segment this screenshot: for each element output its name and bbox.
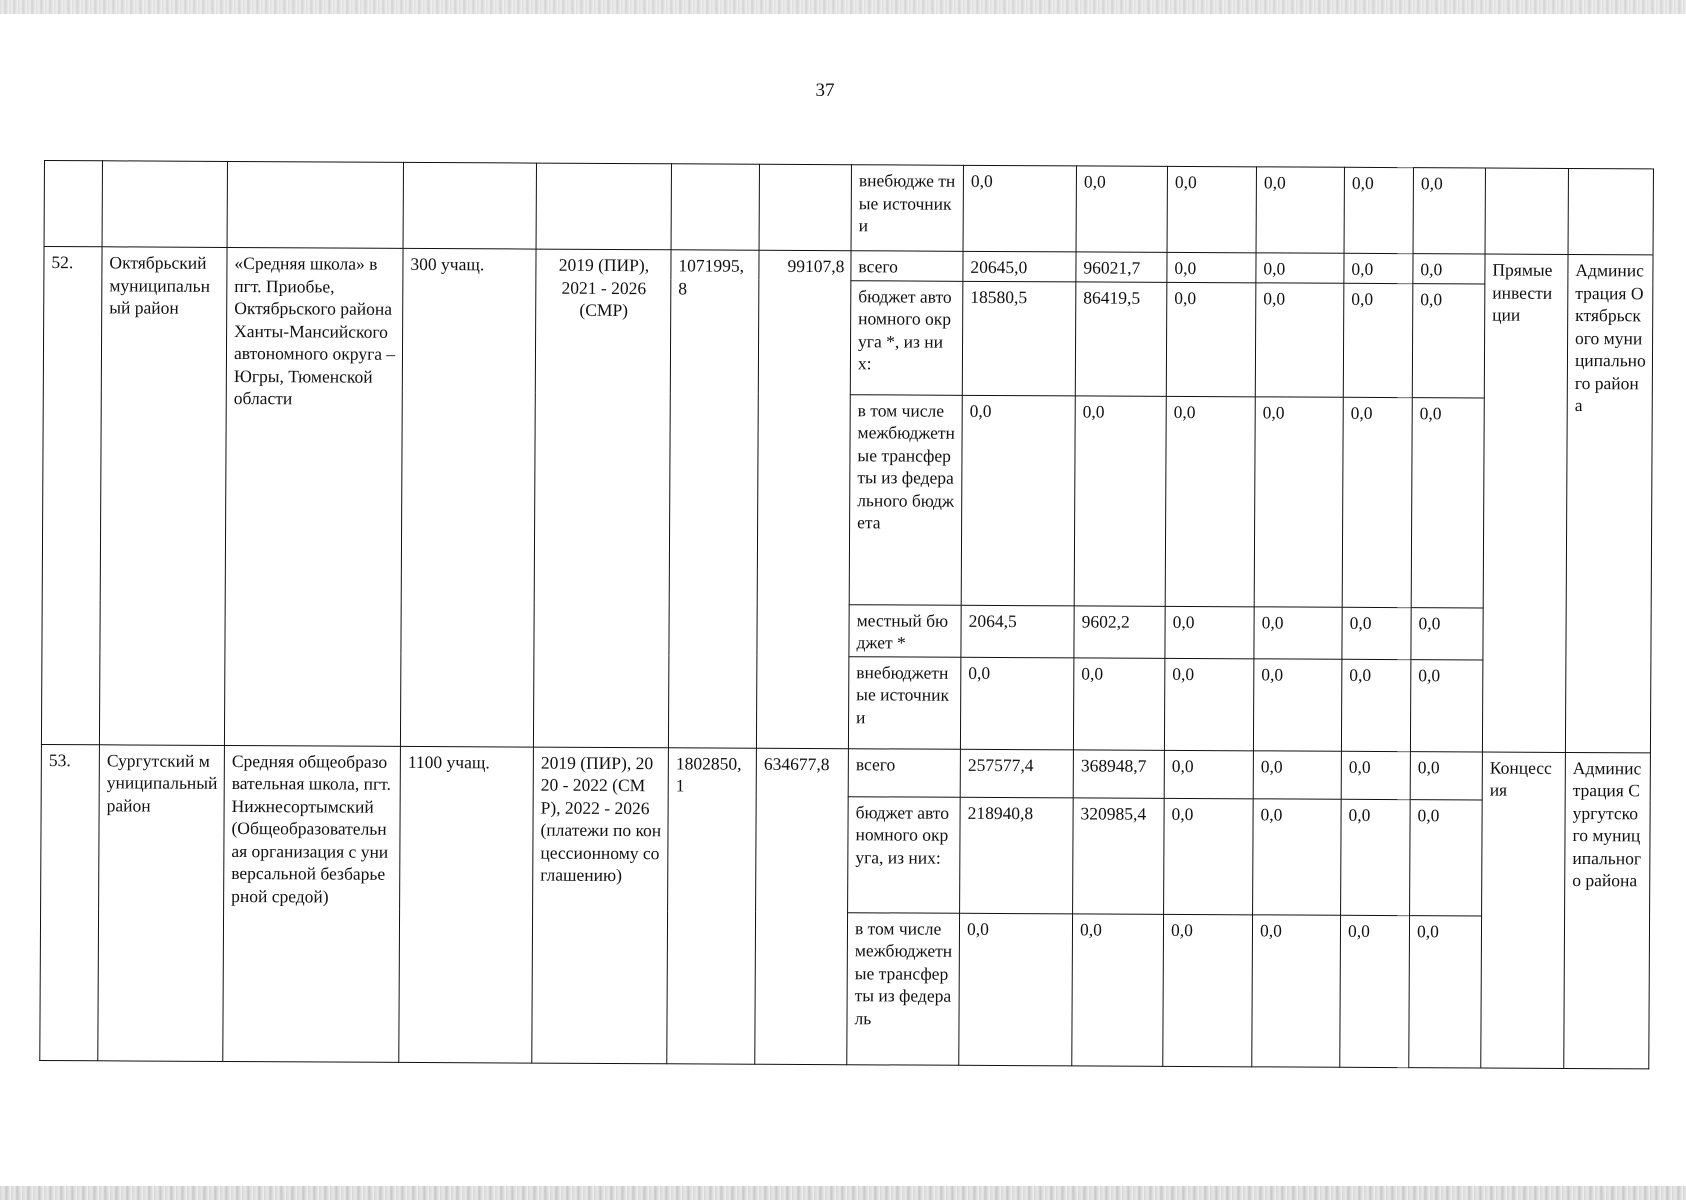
customer: Администрация Сургутского муниципального района	[1564, 752, 1651, 1068]
funding-source: бюджет автономного округа *, из них:	[850, 280, 963, 395]
cell-empty	[759, 164, 851, 250]
scan-edge-bottom	[0, 1186, 1686, 1200]
funding-value: 0,0	[1410, 751, 1482, 799]
investment-objects-table	[39, 160, 1654, 1069]
row-number: 52.	[41, 247, 102, 745]
funding-value: 0,0	[1410, 659, 1482, 751]
estimated-cost: 1071995,8	[668, 250, 759, 748]
funding-value: 0,0	[1164, 658, 1253, 750]
funding-value: 0,0	[1254, 396, 1343, 606]
funding-value: 0,0	[1253, 658, 1341, 750]
funding-source: бюджет автономного округа, из них:	[848, 796, 961, 913]
funding-value: 0,0	[1256, 253, 1344, 283]
funding-value: 0,0	[1341, 799, 1411, 915]
estimated-cost: 1802850,1	[667, 747, 757, 1063]
customer: Администрация Октябрьского муниципального района	[1565, 254, 1653, 752]
funding-value: 0,0	[1413, 254, 1485, 284]
funding-value: 0,0	[1413, 168, 1485, 254]
implementation-period: 2019 (ПИР), 2021 - 2026 (СМР)	[533, 249, 671, 747]
funding-source: всего	[851, 251, 963, 281]
funding-value: 0,0	[1167, 252, 1256, 282]
funding-value: 0,0	[1340, 915, 1410, 1067]
cell-empty	[536, 163, 671, 250]
funding-value: 0,0	[1253, 798, 1342, 914]
cell-empty	[1485, 168, 1568, 254]
funding-value: 86419,5	[1075, 281, 1167, 395]
funding-value: 0,0	[1412, 283, 1485, 397]
funding-value: 0,0	[1072, 913, 1164, 1065]
table-row	[44, 161, 1653, 255]
funding-value: 0,0	[1411, 397, 1484, 607]
funding-value: 0,0	[1344, 253, 1413, 283]
funding-value: 320985,4	[1073, 797, 1165, 913]
investment-form: Концессия	[1481, 752, 1566, 1068]
funding-value: 0,0	[1411, 607, 1483, 659]
cell-empty	[44, 161, 102, 247]
remaining-cost: 99107,8	[756, 250, 851, 748]
municipality: Сургутский муниципальный район	[98, 744, 225, 1061]
scan-edge-top	[0, 0, 1686, 14]
municipality: Октябрьский муниципальный район	[99, 247, 227, 745]
funding-value: 0,0	[1164, 798, 1254, 914]
funding-value: 0,0	[963, 165, 1076, 252]
funding-value: 0,0	[1342, 607, 1411, 659]
funding-value: 0,0	[1410, 799, 1483, 915]
cell-empty	[227, 161, 403, 248]
funding-value: 0,0	[1255, 282, 1344, 396]
funding-value: 96021,7	[1076, 252, 1167, 282]
capacity: 1100 учащ.	[399, 746, 534, 1063]
object-name: «Средняя школа» в пгт. Приобье, Октябрьского района Ханты-Мансийского автономного округа – Югры, Тюменской области	[224, 247, 403, 745]
table-row	[41, 744, 1650, 800]
funding-value: 0,0	[1073, 657, 1164, 749]
page-number: 37	[815, 80, 835, 101]
funding-value: 218940,8	[960, 797, 1074, 914]
funding-source: местный бюджет *	[849, 604, 961, 657]
funding-value: 0,0	[1341, 751, 1410, 799]
funding-source: в том числе межбюджетные трансферты из федерального бюджета	[849, 394, 962, 605]
funding-value: 0,0	[1074, 395, 1166, 605]
funding-value: 0,0	[1254, 606, 1342, 658]
funding-value: 0,0	[1165, 396, 1255, 606]
object-name: Средняя общеобразовательная школа, пгт. Нижнесортымский (Общеобразовательная организация с универсальной безбарьерной средой)	[223, 745, 401, 1062]
funding-value: 0,0	[1252, 914, 1341, 1066]
funding-value: 0,0	[1341, 659, 1410, 751]
funding-value: 0,0	[1164, 750, 1253, 798]
funding-value: 0,0	[1253, 750, 1341, 798]
funding-value: 0,0	[1256, 167, 1344, 253]
funding-value: 0,0	[959, 913, 1073, 1066]
funding-value: 0,0	[1342, 397, 1412, 607]
funding-value: 0,0	[961, 395, 1075, 606]
funding-value: 0,0	[1343, 283, 1413, 397]
funding-value: 368948,7	[1073, 749, 1164, 797]
funding-value: 0,0	[1076, 166, 1167, 252]
cell-empty	[671, 164, 759, 250]
funding-value: 0,0	[1409, 915, 1482, 1067]
funding-value: 0,0	[1166, 282, 1256, 396]
funding-value: 2064,5	[961, 605, 1074, 658]
implementation-period: 2019 (ПИР), 2020 - 2022 (СМР), 2022 - 2026 (платежи по концессионному соглашению)	[532, 747, 669, 1064]
capacity: 300 учащ.	[400, 248, 536, 746]
funding-source: всего	[848, 748, 960, 797]
funding-value: 0,0	[1344, 167, 1413, 253]
cell-empty	[1568, 168, 1653, 254]
funding-value: 257577,4	[960, 749, 1073, 798]
funding-value: 0,0	[960, 657, 1073, 750]
funding-source: внебюдже тные источник и	[851, 165, 963, 252]
funding-value: 0,0	[1167, 166, 1256, 252]
funding-value: 0,0	[1163, 914, 1253, 1066]
funding-source: в том числе межбюджетные трансферты из федераль	[847, 912, 960, 1065]
cell-empty	[403, 162, 536, 249]
investment-form: Прямые инвестиции	[1482, 254, 1568, 752]
row-number: 53.	[40, 744, 100, 1060]
cell-empty	[102, 161, 227, 248]
remaining-cost: 634677,8	[755, 748, 849, 1064]
funding-value: 9602,2	[1074, 605, 1165, 657]
funding-value: 20645,0	[963, 251, 1076, 281]
funding-source: внебюджетные источники	[848, 656, 960, 749]
funding-value: 0,0	[1165, 606, 1254, 658]
funding-value: 18580,5	[962, 281, 1076, 396]
